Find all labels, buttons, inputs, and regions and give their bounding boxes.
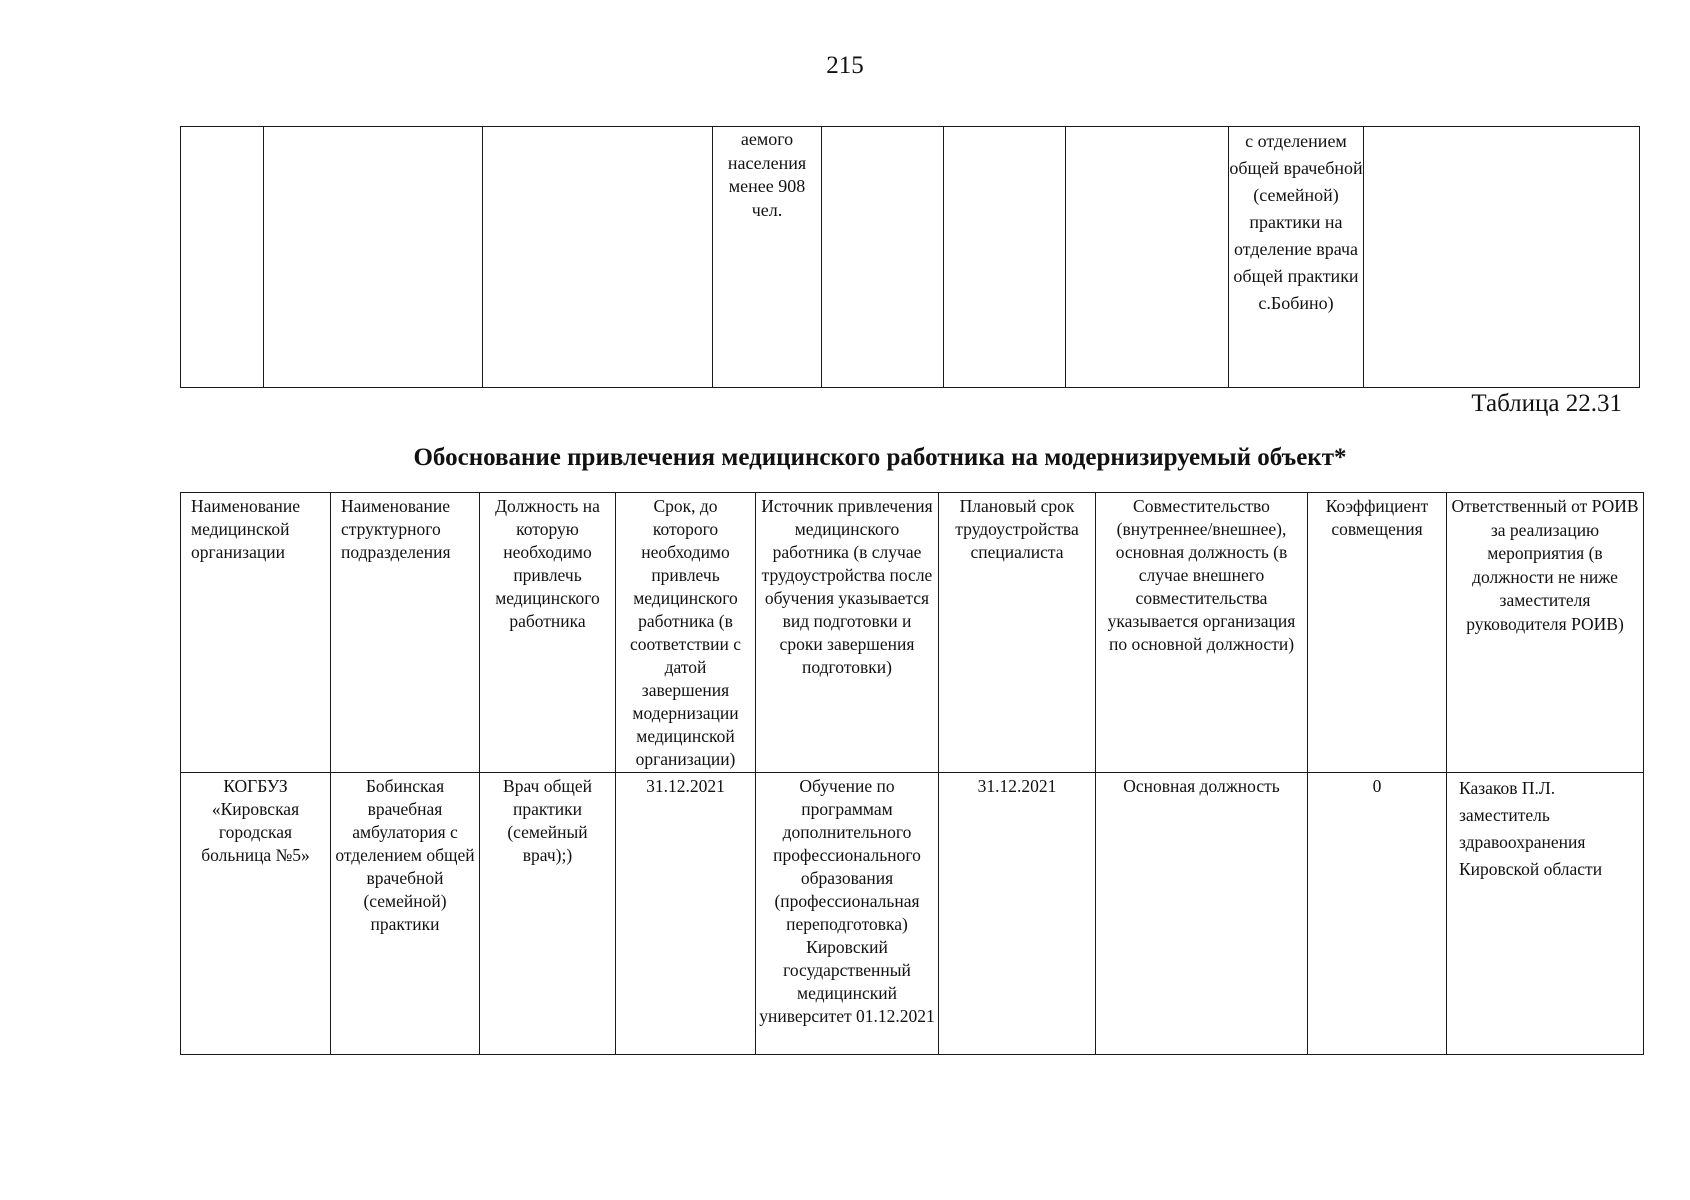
table-cell: с отделением общей врачебной (семейной) практики на отделение врача общей практики с.Бобино) xyxy=(1229,127,1364,388)
table-cell: Основная должность xyxy=(1096,773,1308,1055)
table-cell: аемого населения менее 908 чел. xyxy=(713,127,822,388)
column-header: Срок, до которого необходимо привлечь медицинского работника (в соответствии с датой завершения модернизации медицинской организации) xyxy=(616,493,756,773)
column-header: Плановый срок трудоустройства специалиста xyxy=(939,493,1096,773)
table-cell xyxy=(1066,127,1229,388)
table-cell: 31.12.2021 xyxy=(939,773,1096,1055)
column-header: Источник привлечения медицинского работника (в случае трудоустройства после обучения указывается вид подготовки и сроки завершения подготовки) xyxy=(756,493,939,773)
table-cell: 0 xyxy=(1308,773,1447,1055)
table-row xyxy=(181,127,1640,388)
table-cell: 31.12.2021 xyxy=(616,773,756,1055)
column-header: Наименование структурного подразделения xyxy=(331,493,480,773)
table-cell: Врач общей практики (семейный врач);) xyxy=(480,773,616,1055)
table-cell: Казаков П.Л. заместитель здравоохранения Кировской области xyxy=(1447,773,1644,1055)
table-cell xyxy=(1364,127,1640,388)
column-header: Наименование медицинской организации xyxy=(181,493,331,773)
table-row xyxy=(181,773,1644,1055)
page-number: 215 xyxy=(826,52,864,79)
table-header-row xyxy=(181,493,1644,773)
table-cell xyxy=(822,127,944,388)
column-header: Совместительство (внутреннее/внешнее), основная должность (в случае внешнего совместительства указывается организация по основной должности) xyxy=(1096,493,1308,773)
table-heading: Обоснование привлечения медицинского работника на модернизируемый объект* xyxy=(413,444,1347,471)
table-cell xyxy=(181,127,264,388)
continued-table xyxy=(180,126,1640,388)
column-header: Должность на которую необходимо привлечь медицинского работника xyxy=(480,493,616,773)
table-cell: КОГБУЗ «Кировская городская больница №5» xyxy=(181,773,331,1055)
column-header: Ответственный от РОИВ за реализацию мероприятия (в должности не ниже заместителя руководителя РОИВ) xyxy=(1447,493,1644,773)
table-label: Таблица 22.31 xyxy=(1471,390,1622,417)
table-cell xyxy=(483,127,713,388)
table-cell xyxy=(944,127,1066,388)
main-table xyxy=(180,492,1644,1055)
table-cell xyxy=(264,127,483,388)
column-header: Коэффициент совмещения xyxy=(1308,493,1447,773)
table-cell: Обучение по программам дополнительного профессионального образования (профессиональная переподготовка) Кировский государственный медицинский университет 01.12.2021 xyxy=(756,773,939,1055)
table-cell: Бобинская врачебная амбулатория с отделением общей врачебной (семейной) практики xyxy=(331,773,480,1055)
